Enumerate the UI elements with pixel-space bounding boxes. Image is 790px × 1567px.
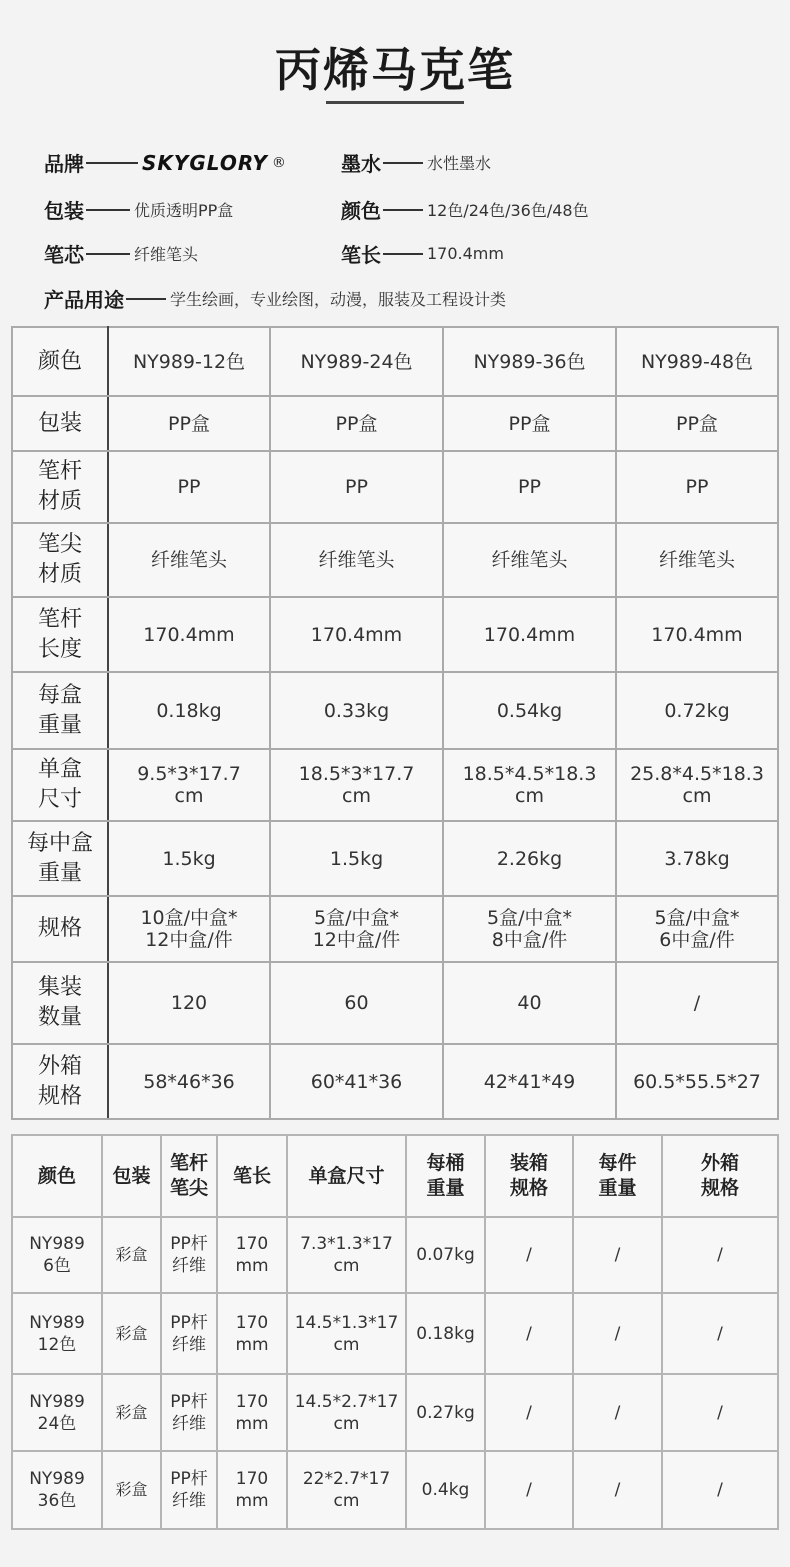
- table-cell: /: [616, 962, 778, 1044]
- table-row: [12, 523, 778, 597]
- cell-line: /: [614, 1245, 621, 1265]
- table-cell: [287, 1451, 406, 1529]
- cell-line: /: [526, 1480, 532, 1500]
- cell-line: NY989: [29, 1391, 85, 1412]
- spec-core: [44, 239, 198, 268]
- table-cell: 1.5kg: [270, 821, 443, 896]
- cell-line: /: [717, 1323, 723, 1344]
- dash-divider: [86, 209, 130, 211]
- table-cell: [406, 1217, 485, 1293]
- cell-line: 14.5*1.3*17: [294, 1312, 399, 1333]
- row-header: [12, 597, 108, 672]
- cell-line: cm: [515, 785, 544, 807]
- table-cell: [443, 896, 616, 962]
- cell-line: 36色: [37, 1491, 77, 1511]
- spec-value: 优质透明PP盒: [134, 201, 234, 220]
- cell-line: 170: [235, 1391, 269, 1412]
- registered-mark: ®: [271, 154, 286, 171]
- cell-line: mm: [235, 1413, 269, 1434]
- brand-logo: SKYGLORY: [142, 150, 268, 175]
- table-cell: [616, 749, 778, 821]
- spec-label: 颜色: [341, 199, 381, 223]
- cell-line: 笔杆: [169, 1152, 208, 1174]
- table-cell: NY989-36色: [443, 327, 616, 396]
- cell-line: PP杆: [170, 1234, 208, 1254]
- spec-label: 包装: [44, 199, 84, 223]
- table-cell: [485, 1217, 573, 1293]
- table-cell: 60*41*36: [270, 1044, 443, 1119]
- spec-label: 笔长: [341, 243, 381, 267]
- table-cell: [485, 1293, 573, 1374]
- dash-divider: [383, 253, 423, 255]
- table-cell: [12, 1451, 102, 1529]
- cell-line: 纤维: [172, 1334, 206, 1355]
- cell-line: 0.07kg: [416, 1245, 475, 1265]
- cell-line: 笔尖: [169, 1177, 208, 1199]
- cell-line: 6中盒/件: [659, 929, 735, 951]
- cell-line: /: [614, 1323, 621, 1344]
- cell-line: PP杆: [170, 1391, 208, 1412]
- cell-line: 22*2.7*17: [302, 1469, 391, 1489]
- table-cell: 60.5*55.5*27: [616, 1044, 778, 1119]
- table-cell: [485, 1374, 573, 1451]
- table-cell: PP: [108, 451, 270, 523]
- table-cell: [662, 1293, 778, 1374]
- spec-value: 170.4mm: [427, 244, 504, 263]
- table-cell: [573, 1374, 662, 1451]
- table-cell: [287, 1293, 406, 1374]
- table-cell: 0.72kg: [616, 672, 778, 749]
- cell-line: /: [614, 1480, 621, 1500]
- table-cell: [616, 896, 778, 962]
- table-cell: [102, 1217, 161, 1293]
- row-header: [12, 896, 108, 962]
- cell-line: /: [717, 1480, 723, 1500]
- table-cell: [217, 1374, 287, 1451]
- cell-line: 25.8*4.5*18.3: [630, 763, 764, 785]
- table-cell: PP盒: [270, 396, 443, 451]
- cell-line: 每桶: [426, 1152, 465, 1174]
- cell-line: 0.27kg: [416, 1402, 475, 1423]
- cell-line: NY989: [29, 1312, 85, 1333]
- table-cell: PP: [270, 451, 443, 523]
- table-row: [12, 1451, 778, 1529]
- row-header: [12, 821, 108, 896]
- table-cell: 2.26kg: [443, 821, 616, 896]
- table-cell: [12, 1217, 102, 1293]
- table-cell: [662, 1451, 778, 1529]
- cell-line: cm: [342, 785, 371, 807]
- table-cell: [573, 1217, 662, 1293]
- table-cell: 3.78kg: [616, 821, 778, 896]
- table-cell: [662, 1217, 778, 1293]
- spec-value: 水性墨水: [427, 154, 492, 173]
- cell-line: cm: [174, 785, 204, 807]
- row-header-line: 外箱: [37, 1053, 82, 1079]
- table-cell: [161, 1451, 217, 1529]
- row-header: [12, 749, 108, 821]
- row-header: [12, 672, 108, 749]
- table-cell: 170.4mm: [108, 597, 270, 672]
- row-header: [12, 962, 108, 1044]
- table-row: [12, 597, 778, 672]
- cell-line: /: [526, 1402, 532, 1423]
- column-header: [12, 1135, 102, 1217]
- table-cell: [406, 1451, 485, 1529]
- table-row: [12, 749, 778, 821]
- table-cell: [217, 1293, 287, 1374]
- cell-line: 10盒/中盒*: [140, 907, 238, 929]
- row-header-line: 颜色: [37, 348, 82, 374]
- cell-line: NY989: [29, 1469, 85, 1489]
- cell-line: /: [614, 1402, 621, 1423]
- cell-line: 5盒/中盒*: [654, 907, 740, 929]
- dash-divider: [383, 162, 423, 164]
- table-cell: [270, 749, 443, 821]
- table-cell: [406, 1374, 485, 1451]
- column-header: [485, 1135, 573, 1217]
- table-cell: [573, 1293, 662, 1374]
- table-cell: PP盒: [443, 396, 616, 451]
- row-header: [12, 1044, 108, 1119]
- cell-line: 14.5*2.7*17: [294, 1391, 399, 1412]
- table-cell: PP盒: [108, 396, 270, 451]
- table-cell: 170.4mm: [616, 597, 778, 672]
- cell-line: cm: [333, 1334, 360, 1355]
- table-row: [12, 1374, 778, 1451]
- table-cell: 170.4mm: [443, 597, 616, 672]
- cell-line: cm: [682, 785, 712, 807]
- cell-line: 笔长: [232, 1164, 271, 1187]
- column-header: [406, 1135, 485, 1217]
- cell-line: cm: [333, 1491, 360, 1511]
- spec-value: 12色/24色/36色/48色: [427, 201, 589, 220]
- row-header-line: 规格: [37, 916, 82, 941]
- row-header-line: 重量: [37, 860, 82, 886]
- cell-line: 重量: [598, 1177, 637, 1199]
- spec-table-retail: [11, 1134, 779, 1530]
- table-row: [12, 962, 778, 1044]
- row-header-line: 笔杆: [37, 459, 82, 484]
- table-cell: PP盒: [616, 396, 778, 451]
- cell-line: 彩盒: [115, 1480, 148, 1499]
- table-cell: 40: [443, 962, 616, 1044]
- cell-line: 重量: [426, 1177, 465, 1199]
- cell-line: 0.4kg: [421, 1480, 470, 1500]
- row-header: [12, 396, 108, 451]
- row-header-line: 单盒: [37, 757, 82, 782]
- cell-line: 0.18kg: [416, 1323, 475, 1344]
- cell-line: 单盒尺寸: [308, 1164, 385, 1187]
- cell-line: 12中盒/件: [145, 929, 233, 951]
- table-cell: [443, 749, 616, 821]
- table-row: [12, 672, 778, 749]
- cell-line: 24色: [37, 1413, 77, 1434]
- cell-line: 彩盒: [115, 1323, 148, 1343]
- spec-package: [44, 195, 233, 224]
- table-cell: 0.54kg: [443, 672, 616, 749]
- cell-line: mm: [235, 1334, 269, 1355]
- cell-line: 彩盒: [115, 1402, 148, 1422]
- table-cell: NY989-48色: [616, 327, 778, 396]
- table-row: [12, 821, 778, 896]
- dash-divider: [383, 209, 423, 211]
- cell-line: PP杆: [170, 1312, 208, 1333]
- table-cell: 纤维笔头: [616, 523, 778, 597]
- cell-line: 5盒/中盒*: [487, 907, 572, 929]
- cell-line: 彩盒: [115, 1245, 148, 1264]
- row-header: [12, 523, 108, 597]
- row-header-line: 笔杆: [37, 606, 82, 632]
- column-header: [287, 1135, 406, 1217]
- table-cell: [12, 1293, 102, 1374]
- spec-label: 品牌: [44, 152, 84, 176]
- column-header: [662, 1135, 778, 1217]
- table-cell: 1.5kg: [108, 821, 270, 896]
- row-header-line: 重量: [37, 712, 82, 738]
- cell-line: 包装: [112, 1164, 151, 1187]
- row-header-line: 尺寸: [37, 787, 82, 812]
- table-cell: [270, 896, 443, 962]
- cell-line: 6色: [43, 1256, 71, 1276]
- row-header: [12, 327, 108, 396]
- spec-label: 墨水: [341, 152, 381, 176]
- cell-line: 5盒/中盒*: [314, 907, 399, 929]
- spec-colors: [341, 195, 589, 224]
- table-cell: [161, 1374, 217, 1451]
- spec-value: 纤维笔头: [134, 245, 199, 264]
- row-header-line: 笔尖: [37, 532, 82, 557]
- table-cell: NY989-24色: [270, 327, 443, 396]
- column-header: [217, 1135, 287, 1217]
- table-cell: [485, 1451, 573, 1529]
- title-underline: [326, 101, 464, 104]
- table-cell: [217, 1451, 287, 1529]
- spec-table-boxed: [11, 326, 779, 1120]
- table-cell: [161, 1293, 217, 1374]
- cell-line: 170: [235, 1469, 269, 1489]
- cell-line: 170: [235, 1312, 269, 1333]
- table-cell: 0.18kg: [108, 672, 270, 749]
- row-header-line: 材质: [37, 562, 82, 587]
- table-row: [12, 1044, 778, 1119]
- cell-line: 规格: [509, 1177, 548, 1199]
- spec-brand: [44, 148, 286, 177]
- table-cell: [287, 1374, 406, 1451]
- cell-line: 纤维: [172, 1413, 206, 1434]
- cell-line: 每件: [598, 1152, 637, 1174]
- table-cell: 120: [108, 962, 270, 1044]
- cell-line: mm: [235, 1491, 269, 1511]
- row-header-line: 每盒: [37, 682, 82, 708]
- cell-line: cm: [333, 1413, 360, 1434]
- table-cell: 0.33kg: [270, 672, 443, 749]
- table-cell: PP: [443, 451, 616, 523]
- cell-line: PP杆: [170, 1469, 208, 1489]
- table-cell: 纤维笔头: [108, 523, 270, 597]
- table-cell: [573, 1451, 662, 1529]
- table-cell: [108, 749, 270, 821]
- table-cell: [287, 1217, 406, 1293]
- table-cell: [217, 1217, 287, 1293]
- table-cell: 170.4mm: [270, 597, 443, 672]
- spec-label: 笔芯: [44, 243, 84, 267]
- column-header: [102, 1135, 161, 1217]
- cell-line: cm: [333, 1256, 360, 1276]
- cell-line: 170: [235, 1234, 269, 1254]
- column-header: [573, 1135, 662, 1217]
- row-header-line: 集装: [37, 975, 82, 1000]
- dash-divider: [86, 253, 130, 255]
- cell-line: 装箱: [509, 1152, 548, 1174]
- table-cell: NY989-12色: [108, 327, 270, 396]
- table-header-row: [12, 1135, 778, 1217]
- table-row: [12, 1293, 778, 1374]
- cell-line: 规格: [700, 1177, 739, 1199]
- cell-line: 纤维: [172, 1256, 206, 1276]
- cell-line: mm: [235, 1256, 269, 1276]
- cell-line: 9.5*3*17.7: [137, 763, 241, 785]
- table-row: [12, 396, 778, 451]
- cell-line: 7.3*1.3*17: [300, 1234, 393, 1254]
- column-header: [161, 1135, 217, 1217]
- page-title: 丙烯马克笔: [275, 43, 515, 97]
- table-row: [12, 451, 778, 523]
- spec-usage: [44, 284, 506, 313]
- dash-divider: [86, 162, 138, 164]
- cell-line: /: [526, 1323, 532, 1344]
- spec-value: 学生绘画，专业绘图，动漫，服装及工程设计类: [170, 290, 507, 309]
- table-cell: [662, 1374, 778, 1451]
- cell-line: /: [717, 1245, 723, 1265]
- table-cell: [102, 1374, 161, 1451]
- table-cell: 58*46*36: [108, 1044, 270, 1119]
- table-cell: [161, 1217, 217, 1293]
- cell-line: 18.5*3*17.7: [298, 763, 415, 785]
- table-row: [12, 896, 778, 962]
- table-cell: [102, 1451, 161, 1529]
- cell-line: 12色: [37, 1334, 77, 1355]
- row-header: [12, 451, 108, 523]
- cell-line: 12中盒/件: [312, 929, 401, 951]
- dash-divider: [126, 298, 166, 300]
- table-cell: [102, 1293, 161, 1374]
- table-cell: [406, 1293, 485, 1374]
- table-cell: [12, 1374, 102, 1451]
- row-header-line: 每中盒: [26, 830, 93, 856]
- cell-line: 纤维: [172, 1491, 206, 1511]
- table-cell: 纤维笔头: [270, 523, 443, 597]
- cell-line: 颜色: [37, 1164, 76, 1187]
- spec-length: [341, 239, 504, 268]
- row-header-line: 规格: [37, 1083, 82, 1109]
- cell-line: /: [526, 1245, 532, 1265]
- table-cell: 纤维笔头: [443, 523, 616, 597]
- cell-line: /: [717, 1402, 723, 1423]
- cell-line: 外箱: [700, 1152, 739, 1174]
- table-cell: 60: [270, 962, 443, 1044]
- row-header-line: 材质: [37, 489, 82, 514]
- row-header-line: 包装: [37, 410, 82, 436]
- table-row: [12, 1217, 778, 1293]
- spec-label: 产品用途: [44, 288, 124, 312]
- table-row: [12, 327, 778, 396]
- row-header-line: 长度: [37, 636, 82, 662]
- table-cell: 42*41*49: [443, 1044, 616, 1119]
- table-cell: [108, 896, 270, 962]
- spec-ink: [341, 148, 491, 177]
- cell-line: NY989: [29, 1234, 85, 1254]
- table-cell: PP: [616, 451, 778, 523]
- cell-line: 18.5*4.5*18.3: [462, 763, 597, 785]
- cell-line: 8中盒/件: [491, 929, 568, 951]
- row-header-line: 数量: [37, 1005, 82, 1030]
